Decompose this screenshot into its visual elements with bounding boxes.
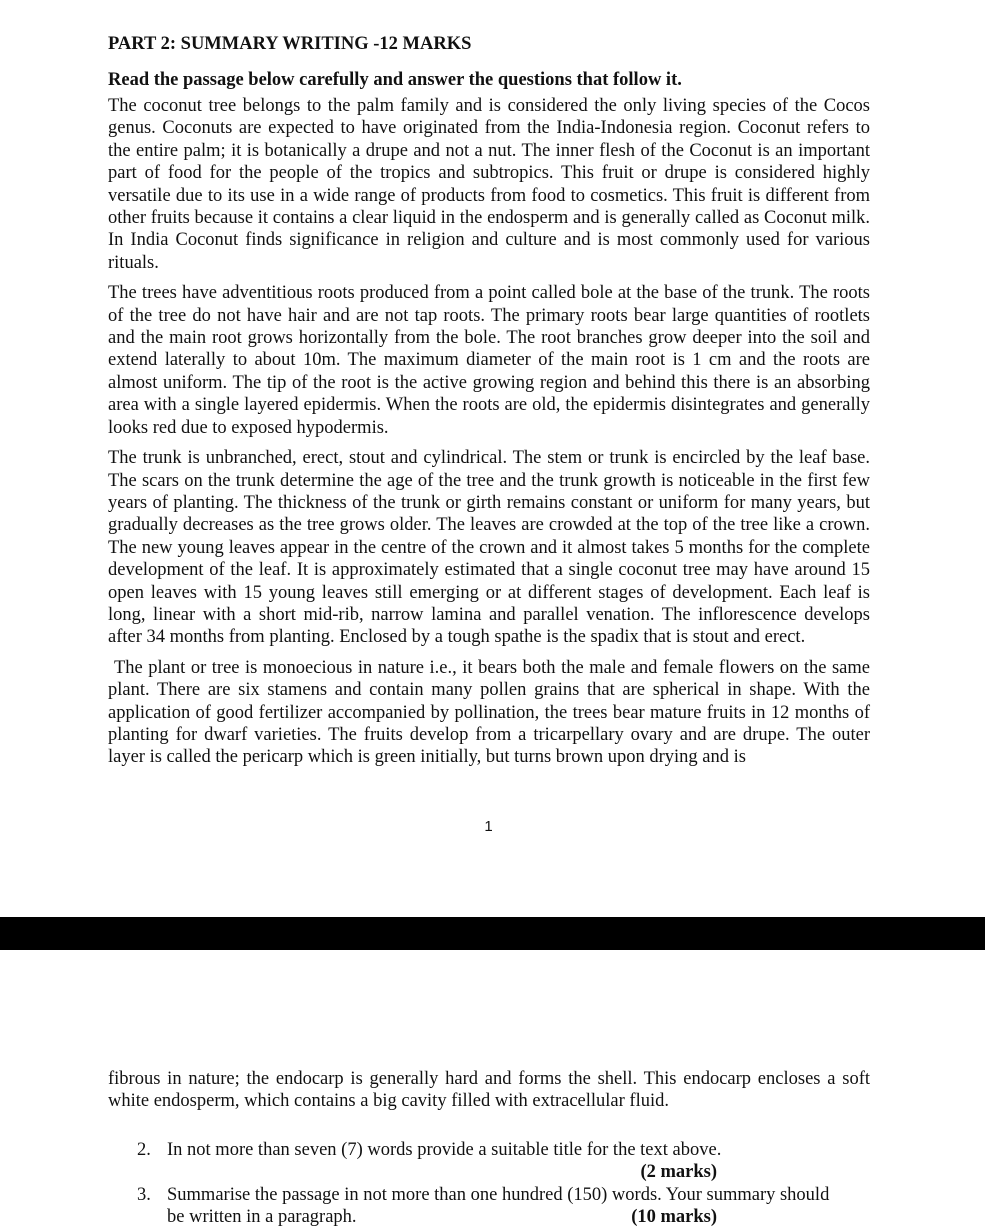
passage-continuation: fibrous in nature; the endocarp is generally hard and forms the shell. This endocarp encloses a soft white endosperm, which contains a big cavity filled with extracellular fluid. <box>108 1069 870 1112</box>
question-text: In not more than seven (7) words provide a suitable title for the text above. <box>167 1140 722 1160</box>
passage-paragraph-2: The trees have adventitious roots produced from a point called bole at the base of the trunk. The roots of the tree do not have hair and are not tap roots. The primary roots bear large quantities of rootlets and the main root grows horizontally from the bole. The root branches grow deeper into the soil and extend laterally to about 10m. The maximum diameter of the main root is 1 cm and the roots are almost uniform. The tip of the root is the active growing region and behind this there is an absorbing area with a single layered epidermis. When the roots are old, the epidermis disintegrates and generally looks red due to exposed hypodermis. <box>108 283 870 438</box>
page-two <box>0 950 985 1227</box>
page-one-content <box>108 33 870 777</box>
question-marks-line <box>167 1161 877 1183</box>
question-text: Summarise the passage in not more than one hundred (150) words. Your summary should <box>167 1184 830 1205</box>
question-last-line <box>167 1206 877 1228</box>
page-number: 1 <box>484 818 493 835</box>
instruction-text: Read the passage below carefully and answer the questions that follow it. <box>108 70 682 90</box>
question-marks: (2 marks) <box>640 1162 717 1183</box>
question-text-continued: be written in a paragraph. <box>167 1207 357 1228</box>
part-heading: PART 2: SUMMARY WRITING -12 MARKS <box>108 34 472 54</box>
question-marks: (10 marks) <box>631 1207 717 1228</box>
passage-paragraph-1: The coconut tree belongs to the palm family and is considered the only living species of the Cocos genus. Coconuts are expected to have originated from the India-Indonesia region. Coconut refers to the entire palm; it is botanically a drupe and not a nut. The inner flesh of the Coconut is an important part of food for the people of the tropics and subtropics. This fruit or drupe is considered highly versatile due to its use in a wide range of products from food to cosmetics. This fruit is different from other fruits because it contains a clear liquid in the endosperm and is generally called as Coconut milk. In India Coconut finds significance in religion and culture and is most commonly used for various rituals. <box>108 96 870 273</box>
question-item <box>137 1184 877 1229</box>
passage-paragraph-3: The trunk is unbranched, erect, stout and cylindrical. The stem or trunk is encircled by the leaf base. The scars on the trunk determine the age of the tree and the trunk growth is noticeable in the first few years of planting. The thickness of the trunk or girth remains constant or uniform for many years, but gradually decreases as the tree grows older. The leaves are crowded at the top of the tree like a crown. The new young leaves appear in the centre of the crown and it almost takes 5 months for the complete development of the leaf. It is approximately estimated that a single coconut tree may have around 15 open leaves with 15 young leaves still emerging or at different stages of development. Each leaf is long, linear with a short mid-rib, narrow lamina and parallel venation. The inflorescence develops after 34 months from planting. Enclosed by a tough spathe is the spadix that is stout and erect. <box>108 448 870 648</box>
passage-paragraph-4: The plant or tree is monoecious in nature i.e., it bears both the male and female flowers on the same plant. There are six stamens and contain many pollen grains that are spherical in shape. With the application of good fertilizer accompanied by pollination, the trees bear mature fruits in 12 months of planting for dwarf varieties. The fruits develop from a tricarpellary ovary and are drupe. The outer layer is called the pericarp which is green initially, but turns brown upon drying and is <box>108 657 870 768</box>
question-list <box>137 1139 877 1229</box>
page-divider <box>0 917 985 950</box>
question-number: 2. <box>137 1140 151 1160</box>
question-item <box>137 1139 877 1184</box>
question-number: 3. <box>137 1184 151 1205</box>
